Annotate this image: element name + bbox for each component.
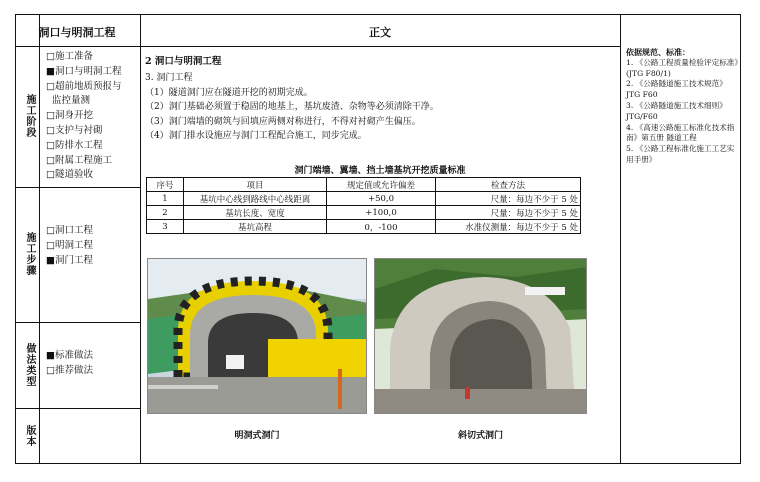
- list-item[interactable]: 监控量测: [46, 95, 91, 107]
- table-header: 序号: [147, 178, 184, 192]
- column-title-left: 洞口与明洞工程: [38, 26, 116, 39]
- section-label-method: 做法类型: [24, 343, 35, 387]
- list-item[interactable]: □洞身开挖: [46, 110, 93, 122]
- list-item[interactable]: □洞口工程: [46, 225, 93, 236]
- paragraph: （1）隧道洞门应在隧道开挖的初期完成。: [145, 87, 313, 98]
- column-title-main: 正文: [369, 26, 391, 39]
- photo-caption: 明洞式洞门: [234, 431, 280, 441]
- paragraph: （4）洞门排水设施应与洞门工程配合施工，同步完成。: [145, 131, 367, 141]
- divider: [140, 15, 141, 463]
- list-item[interactable]: ■洞口与明洞工程: [46, 65, 122, 77]
- section-label-steps: 施工步骤: [24, 232, 35, 276]
- list-item[interactable]: □明洞工程: [46, 239, 93, 251]
- list-item[interactable]: ■洞门工程: [46, 254, 93, 266]
- reference-item: 3. 《公路隧道施工技术细则》JTG/F60: [626, 100, 727, 121]
- table-cell: 3: [147, 220, 184, 234]
- section-label-version: 版本: [24, 424, 35, 447]
- section-heading: 2 洞口与明洞工程: [145, 56, 222, 67]
- table-header: 检查方法: [436, 178, 581, 192]
- photo-caption: 斜切式洞门: [457, 431, 503, 441]
- table-cell: 尺量：每边不少于 5 处: [436, 206, 581, 220]
- section-label-stage: 施工阶段: [24, 94, 35, 138]
- table-row: [147, 206, 581, 220]
- table-header: 项目: [184, 178, 327, 192]
- stage-list: [46, 50, 121, 183]
- tunnel-portal-photo: [374, 258, 587, 414]
- reference-item: 4. 《高速公路施工标准化技术指南》第五册 隧道工程: [626, 122, 735, 143]
- table-cell: 基坑长度、宽度: [184, 206, 327, 220]
- divider: [16, 46, 620, 47]
- table-row: [147, 192, 581, 206]
- steps-list: [46, 224, 93, 268]
- list-item[interactable]: □防排水工程: [46, 139, 103, 151]
- references-heading: 依据规范、标准：: [626, 47, 690, 57]
- table-cell: 基坑中心线到路线中心线距离: [184, 192, 327, 206]
- table-cell: +100,0: [327, 206, 436, 220]
- table-row: [147, 220, 581, 234]
- paragraph: （3）洞门端墙的砌筑与回填应两侧对称进行，不得对衬砌产生偏压。: [145, 116, 421, 127]
- reference-item: 2. 《公路隧道施工技术规范》JTG F60: [626, 79, 727, 100]
- table-cell: +50,0: [327, 192, 436, 206]
- list-item[interactable]: □支护与衬砌: [46, 124, 103, 136]
- method-list: [46, 349, 93, 379]
- list-item[interactable]: ■标准做法: [46, 350, 93, 361]
- references-panel: [626, 47, 739, 166]
- quality-standard-table: [146, 177, 581, 234]
- list-item[interactable]: □隧道验收: [46, 169, 93, 181]
- list-item[interactable]: □超前地质预报与: [46, 80, 122, 92]
- table-header-row: [147, 178, 581, 192]
- main-content: [145, 53, 617, 144]
- table-cell: 1: [147, 192, 184, 206]
- paragraph: （2）洞门基础必须置于稳固的地基上，基坑废渣、杂物等必须清除干净。: [145, 102, 439, 112]
- table-header: 规定值或允许偏差: [327, 178, 436, 192]
- table-cell: 2: [147, 206, 184, 220]
- subsection-heading: 3. 洞门工程: [145, 73, 193, 83]
- table-cell: 尺量：每边不少于 5 处: [436, 192, 581, 206]
- table-caption: 洞门端墙、翼墙、挡土墙基坑开挖质量标准: [294, 166, 466, 176]
- table-cell: 0，-100: [327, 220, 436, 234]
- reference-item: 1. 《公路工程质量检验评定标准》(JTG F80/1): [626, 57, 739, 78]
- divider: [620, 15, 621, 463]
- list-item[interactable]: □施工准备: [46, 51, 93, 62]
- table-cell: 水准仪测量：每边不少于 5 处: [436, 220, 581, 234]
- tunnel-portal-photo: [147, 258, 367, 414]
- table-cell: 基坑高程: [184, 220, 327, 234]
- reference-item: 5. 《公路工程标准化施工工艺实用手册》: [626, 144, 735, 164]
- list-item[interactable]: □附属工程施工: [46, 154, 112, 166]
- list-item[interactable]: □推荐做法: [46, 364, 93, 376]
